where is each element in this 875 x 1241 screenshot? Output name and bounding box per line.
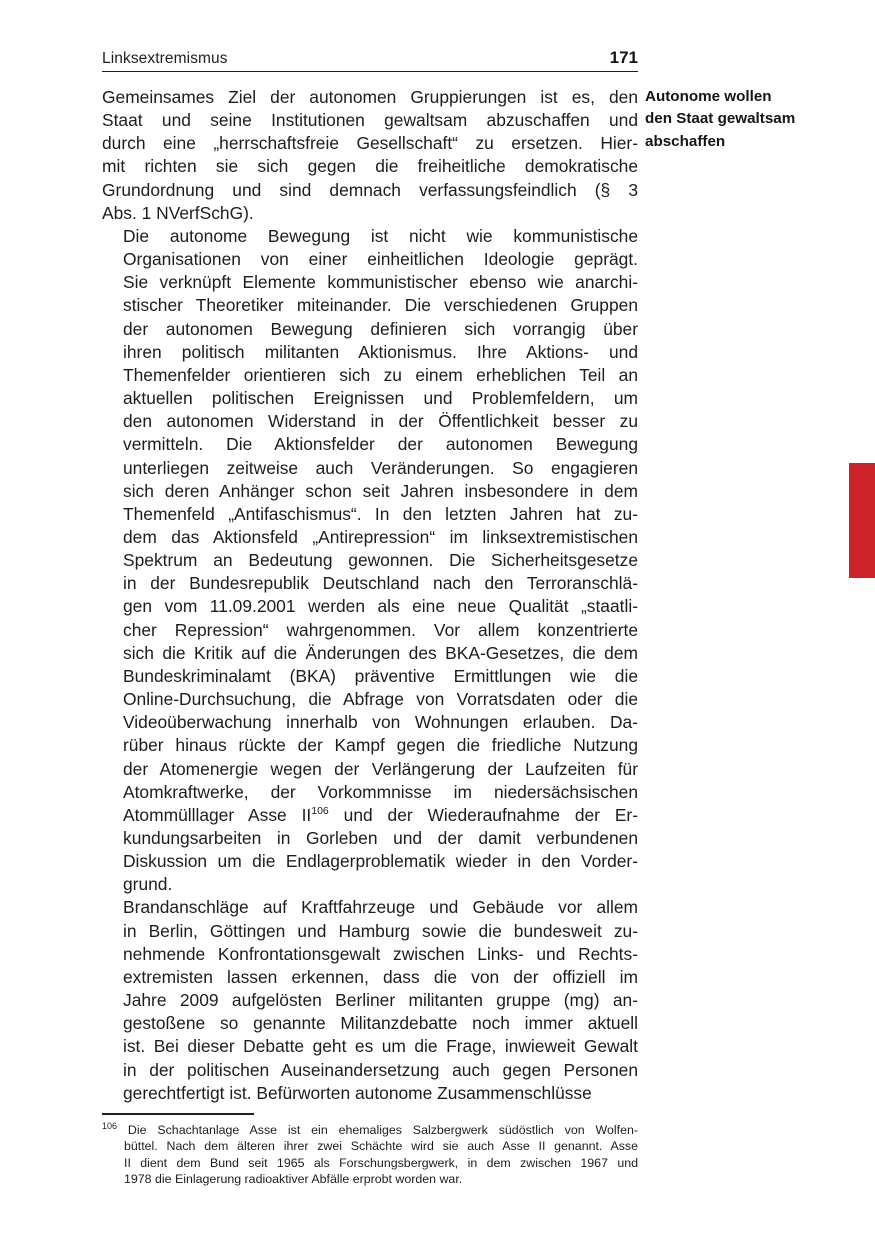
text-line: Online-Durchsuchung, die Abfrage von Vorratsdaten oder die (123, 689, 638, 710)
text-line: Diskussion um die Endlagerproblematik wieder in den Vorder- (123, 851, 638, 872)
body-text-column (102, 86, 638, 1105)
text-line: Organisationen von einer einheitlichen Ideologie geprägt. (123, 249, 638, 270)
text-line: nehmende Konfrontationsgewalt zwischen Links- und Rechts- (123, 943, 638, 964)
paragraph-1 (102, 86, 638, 225)
text-line: Staat und seine Institutionen gewaltsam abzuschaffen und (102, 110, 638, 131)
text-line: Atomkraftwerke, der Vorkommnisse im niedersächsischen (123, 781, 638, 802)
text-line: gen vom 11.09.2001 werden als eine neue Qualität „staatli- (123, 596, 638, 617)
text-line: gerechtfertigt ist. Befürworten autonome Zusammenschlüsse (123, 1082, 592, 1103)
text-line: Spektrum an Bedeutung gewonnen. Die Sicherheitsgesetze (123, 550, 638, 571)
text-line: mit richten sie sich gegen die freiheitliche demokratische (102, 156, 638, 177)
text-line: unterliegen zeitweise auch Veränderungen. So engagieren (123, 457, 638, 478)
text-line: Abs. 1 NVerfSchG). (102, 202, 254, 223)
text-line: der autonomen Bewegung definieren sich vorrangig über (123, 318, 638, 339)
text-line: ihren politisch militanten Aktionismus. Ihre Aktions- und (123, 341, 638, 362)
text-line: Sie verknüpft Elemente kommunistischer ebenso wie anarchi- (123, 272, 638, 293)
text-line: grund. (123, 874, 173, 895)
text-line: Brandanschläge auf Kraftfahrzeuge und Gebäude vor allem (123, 897, 638, 918)
margin-note-line: abschaffen (645, 132, 726, 150)
text-line: vermitteln. Die Aktionsfelder der autonomen Bewegung (123, 434, 638, 455)
text-line: extremisten lassen erkennen, dass die von der offiziell im (123, 966, 638, 987)
text-line: dem das Aktionsfeld „Antirepression“ im linksextremistischen (123, 526, 638, 547)
text-line: in Berlin, Göttingen und Hamburg sowie die bundesweit zu- (123, 920, 638, 941)
text-line: sich deren Anhänger schon seit Jahren insbesondere in dem (123, 480, 638, 501)
text-line: kundungsarbeiten in Gorleben und der damit verbundenen (123, 828, 638, 848)
margin-note (645, 86, 850, 153)
text-line: stischer Theoretiker miteinander. Die verschiedenen Gruppen (123, 295, 638, 316)
text-line: der Atomenergie wegen der Verlängerung der Laufzeiten für (123, 758, 638, 779)
text-line: Bundeskriminalamt (BKA) präventive Ermittlungen wie die (123, 665, 638, 686)
footnote-line: II dient dem Bund seit 1965 als Forschungsbergwerk, in dem zwischen 1967 und (124, 1155, 638, 1170)
paragraph-3 (102, 896, 638, 1104)
margin-note-line: Autonome wollen (645, 88, 772, 105)
text-line: rüber hinaus rückte der Kampf gegen die friedliche Nutzung (123, 735, 638, 756)
text-line: in der politischen Auseinandersetzung auch gegen Personen (123, 1059, 638, 1080)
footnote-number: 106 (102, 1120, 118, 1131)
running-head-title: Linksextremismus (102, 50, 228, 67)
text-line: sich die Kritik auf die Änderungen des BKA-Gesetzes, die dem (123, 642, 638, 663)
footnote-line: $^{106}$ Die Schachtanlage Asse ist ein ehemaliges Salzbergwerk südöstlich von Wolfen- (102, 1120, 638, 1137)
text-line: gestoßene so genannte Militanzdebatte noch immer aktuell (123, 1013, 638, 1034)
running-head (102, 48, 638, 68)
text-line: in der Bundesrepublik Deutschland nach den Terroranschlä- (123, 573, 638, 594)
text-line: Videoüberwachung innerhalb von Wohnungen erlauben. Da- (123, 712, 638, 733)
text-line: den autonomen Widerstand in der Öffentlichkeit besser zu (123, 411, 638, 432)
footnote-line: 1978 die Einlagerung radioaktiver Abfälle erprobt worden war. (124, 1172, 463, 1187)
header-rule (102, 71, 638, 72)
text-line-with-footnote-ref: Atommülllager Asse II$^{106}$ und der Wiederaufnahme der Er- (123, 804, 638, 825)
text-line: Jahre 2009 aufgelösten Berliner militanten gruppe (mg) an- (123, 990, 638, 1011)
page-number: 171 (609, 48, 638, 67)
section-thumb-tab (849, 463, 875, 578)
text-line: durch eine „herrschaftsfreie Gesellschaft“ zu ersetzen. Hier- (102, 133, 638, 154)
text-line: aktuellen politischen Ereignissen und Problemfeldern, um (123, 388, 638, 409)
margin-note-line: den Staat gewaltsam (645, 110, 796, 128)
text-line: Die autonome Bewegung ist nicht wie kommunistische (123, 225, 638, 246)
footnote-separator-rule (102, 1113, 254, 1115)
footnote-106 (102, 1122, 638, 1188)
footnote-reference-marker[interactable]: 106 (311, 805, 329, 818)
text-line: cher Repression“ wahrgenommen. Vor allem konzentrierte (123, 619, 638, 640)
text-line: ist. Bei dieser Debatte geht es um die Frage, inwieweit Gewalt (123, 1036, 638, 1057)
text-line: Themenfelder orientieren sich zu einem erheblichen Teil an (123, 364, 638, 385)
text-line: Gemeinsames Ziel der autonomen Gruppierungen ist es, den (102, 87, 638, 107)
text-line: Grundordnung und sind demnach verfassungsfeindlich (§ 3 (102, 179, 638, 200)
footnote-line: büttel. Nach dem älteren ihrer zwei Schächte wird sie auch Asse II genannt. Asse (124, 1139, 638, 1154)
text-line: Themenfeld „Antifaschismus“. In den letzten Jahren hat zu- (123, 503, 638, 524)
paragraph-2 (102, 225, 638, 897)
